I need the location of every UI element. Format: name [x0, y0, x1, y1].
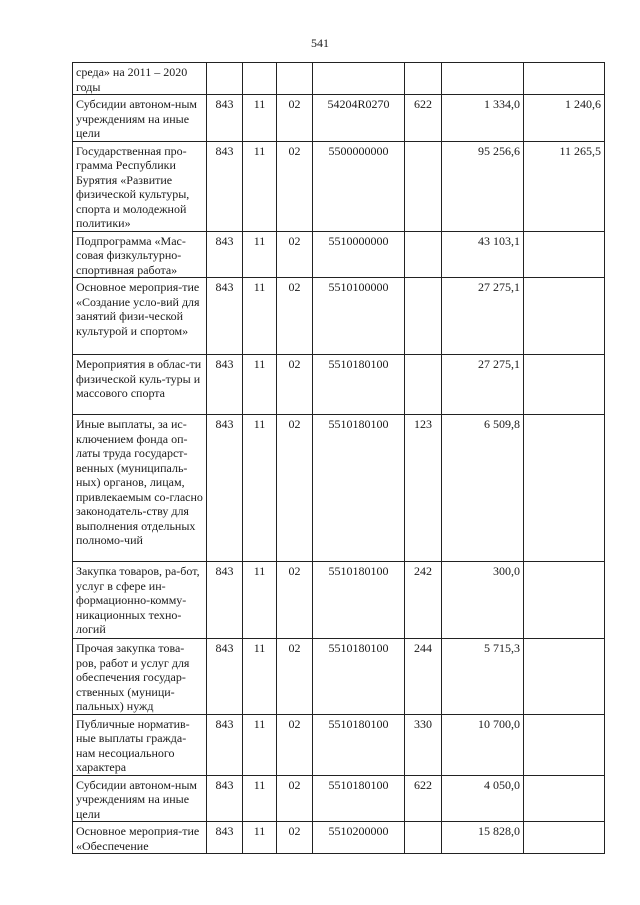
target-code: 5500000000 [313, 141, 405, 231]
expense-type [405, 355, 442, 415]
ministry-code: 843 [207, 278, 243, 355]
expense-type: 622 [405, 775, 442, 822]
ministry-code: 843 [207, 415, 243, 562]
amount-2: 1 240,6 [524, 95, 605, 142]
subsection-code: 02 [277, 355, 313, 415]
section-code: 11 [243, 562, 277, 639]
page-number: 541 [311, 36, 329, 50]
target-code: 5510100000 [313, 278, 405, 355]
amount-1: 10 700,0 [442, 714, 524, 775]
section-code: 11 [243, 775, 277, 822]
target-code: 5510180100 [313, 775, 405, 822]
expense-type: 244 [405, 639, 442, 715]
subsection-code: 02 [277, 141, 313, 231]
section-code: 11 [243, 822, 277, 854]
subsection-code: 02 [277, 415, 313, 562]
target-code: 5510180100 [313, 639, 405, 715]
ministry-code: 843 [207, 355, 243, 415]
table-row [73, 141, 605, 231]
section-code: 11 [243, 231, 277, 278]
table-row [73, 231, 605, 278]
expense-type [405, 63, 442, 95]
amount-2 [524, 63, 605, 95]
amount-1: 27 275,1 [442, 278, 524, 355]
subsection-code: 02 [277, 562, 313, 639]
item-name: Публичные норматив-ные выплаты гражда-нам несоциального характера [73, 714, 207, 775]
table-row [73, 415, 605, 562]
item-name: Иные выплаты, за ис-ключением фонда оп-латы труда государст-венных (муниципаль-ных) органов, лицам, привлекаемым со-гласно законодатель-ству для выполнения отдельных полномо-чий [73, 415, 207, 562]
ministry-code [207, 63, 243, 95]
table-row [73, 639, 605, 715]
item-name: Субсидии автоном-ным учреждениям на иные цели [73, 95, 207, 142]
subsection-code: 02 [277, 95, 313, 142]
ministry-code: 843 [207, 562, 243, 639]
ministry-code: 843 [207, 231, 243, 278]
amount-1: 95 256,6 [442, 141, 524, 231]
item-name: Основное мероприя-тие «Создание усло-вий для занятий физи-ческой культурой и спортом» [73, 278, 207, 355]
amount-2 [524, 231, 605, 278]
table-row [73, 562, 605, 639]
amount-1: 4 050,0 [442, 775, 524, 822]
expense-type [405, 231, 442, 278]
amount-1: 5 715,3 [442, 639, 524, 715]
amount-2: 11 265,5 [524, 141, 605, 231]
amount-2 [524, 714, 605, 775]
amount-2 [524, 415, 605, 562]
expense-type [405, 822, 442, 854]
item-name: Закупка товаров, ра-бот, услуг в сфере ин-формационно-комму-никационных техно-логий [73, 562, 207, 639]
item-name: среда» на 2011 – 2020 годы [73, 63, 207, 95]
table-row [73, 355, 605, 415]
target-code: 5510200000 [313, 822, 405, 854]
table-row [73, 278, 605, 355]
amount-2 [524, 562, 605, 639]
amount-1 [442, 63, 524, 95]
item-name: Прочая закупка това-ров, работ и услуг для обеспечения государ-ственных (муници-пальных) нужд [73, 639, 207, 715]
target-code: 5510000000 [313, 231, 405, 278]
amount-1: 15 828,0 [442, 822, 524, 854]
table-row [73, 63, 605, 95]
target-code: 5510180100 [313, 415, 405, 562]
section-code: 11 [243, 141, 277, 231]
amount-2 [524, 355, 605, 415]
amount-2 [524, 822, 605, 854]
section-code: 11 [243, 639, 277, 715]
subsection-code: 02 [277, 822, 313, 854]
ministry-code: 843 [207, 141, 243, 231]
table-row [73, 95, 605, 142]
expense-type: 622 [405, 95, 442, 142]
item-name: Государственная про-грамма Республики Бурятия «Развитие физической культуры, спорта и молодежной политики» [73, 141, 207, 231]
subsection-code: 02 [277, 639, 313, 715]
section-code: 11 [243, 415, 277, 562]
ministry-code: 843 [207, 95, 243, 142]
target-code [313, 63, 405, 95]
subsection-code: 02 [277, 231, 313, 278]
table-row [73, 714, 605, 775]
target-code: 5510180100 [313, 562, 405, 639]
amount-1: 27 275,1 [442, 355, 524, 415]
amount-1: 1 334,0 [442, 95, 524, 142]
expense-type: 330 [405, 714, 442, 775]
subsection-code: 02 [277, 775, 313, 822]
item-name: Мероприятия в облас-ти физической куль-туры и массового спорта [73, 355, 207, 415]
amount-1: 6 509,8 [442, 415, 524, 562]
table-row [73, 775, 605, 822]
amount-1: 43 103,1 [442, 231, 524, 278]
item-name: Подпрограмма «Мас-совая физкультурно-спортивная работа» [73, 231, 207, 278]
amount-1: 300,0 [442, 562, 524, 639]
amount-2 [524, 278, 605, 355]
ministry-code: 843 [207, 714, 243, 775]
item-name: Основное мероприя-тие «Обеспечение [73, 822, 207, 854]
ministry-code: 843 [207, 639, 243, 715]
target-code: 5510180100 [313, 355, 405, 415]
subsection-code: 02 [277, 714, 313, 775]
amount-2 [524, 775, 605, 822]
section-code [243, 63, 277, 95]
expense-type [405, 141, 442, 231]
subsection-code: 02 [277, 278, 313, 355]
expense-type [405, 278, 442, 355]
item-name: Субсидии автоном-ным учреждениям на иные цели [73, 775, 207, 822]
target-code: 5510180100 [313, 714, 405, 775]
budget-table [72, 62, 605, 854]
section-code: 11 [243, 95, 277, 142]
section-code: 11 [243, 278, 277, 355]
section-code: 11 [243, 355, 277, 415]
table-row [73, 822, 605, 854]
amount-2 [524, 639, 605, 715]
subsection-code [277, 63, 313, 95]
expense-type: 123 [405, 415, 442, 562]
ministry-code: 843 [207, 822, 243, 854]
ministry-code: 843 [207, 775, 243, 822]
expense-type: 242 [405, 562, 442, 639]
section-code: 11 [243, 714, 277, 775]
target-code: 54204R0270 [313, 95, 405, 142]
